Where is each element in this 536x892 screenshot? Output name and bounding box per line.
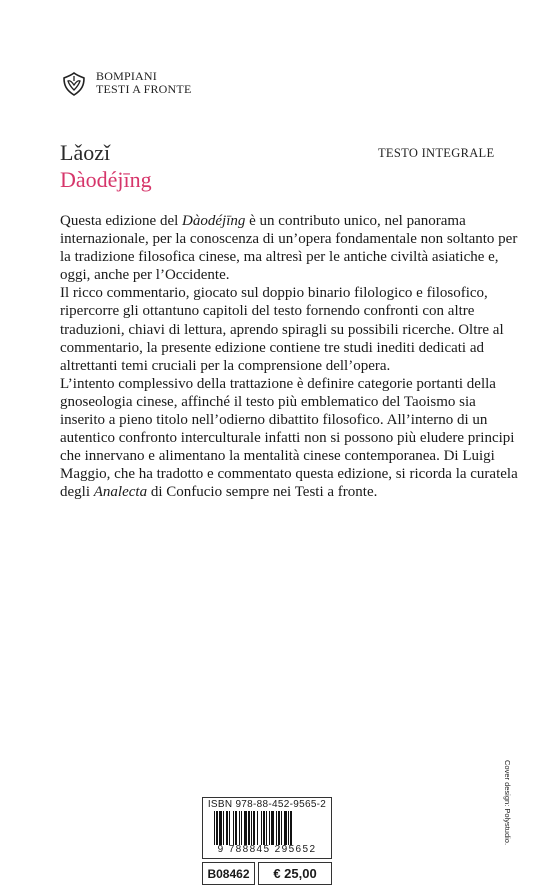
cover-design-credit: Cover design: Polystudio. bbox=[503, 760, 512, 846]
blurb-p3-text-b: di Confucio sempre nei Testi a fronte. bbox=[147, 484, 378, 501]
barcode-bar bbox=[257, 811, 258, 845]
price-label: € 25,00 bbox=[258, 862, 332, 885]
author-name: Lǎozǐ bbox=[60, 140, 111, 165]
barcode-bar bbox=[284, 811, 287, 845]
barcode-bar bbox=[261, 811, 262, 845]
blurb-p1-text-a: Questa edizione del bbox=[60, 213, 183, 229]
barcode-bar bbox=[266, 811, 267, 845]
isbn-label: ISBN 978-88-452-9565-2 bbox=[207, 799, 327, 810]
bompiani-logo bbox=[60, 70, 88, 103]
barcode-bar bbox=[216, 811, 218, 845]
blurb-p1-text-b: è un contributo unico, nel panorama internazionale, per la conoscenza di un’opera fondamentale non soltanto per la tradizione filosofica cinese, ma altresì per le antiche civiltà asiatiche e, oggi, anche per l’Occidente. bbox=[60, 213, 518, 284]
barcode-bar bbox=[290, 811, 292, 845]
barcode-bar bbox=[241, 811, 242, 845]
brand-line-1: BOMPIANI bbox=[96, 69, 157, 83]
barcode-bar bbox=[276, 811, 277, 845]
barcode-bar bbox=[253, 811, 255, 845]
barcode-bar bbox=[239, 811, 240, 845]
product-code: B08462 bbox=[202, 862, 255, 885]
blurb-p3-text-a: L’intento complessivo della trattazione è definire categorie portanti della gnoseologia cinese, affinché il testo più emblematico del Taoismo sia inserito a pieno titolo nell’odierno dibattito filosofico. All’interno di un autentico confronto interculturale infatti non si possono più eludere principi che innervano e alimentano la mentalità cinese contemporanea. Di Luigi Maggio, che ha tradotto e commentato questa edizione, si ricorda la curatela degli bbox=[60, 375, 518, 501]
barcode-bar bbox=[278, 811, 280, 845]
barcode-bar bbox=[219, 811, 222, 845]
barcode-bar bbox=[229, 811, 230, 845]
barcode-bar bbox=[233, 811, 234, 845]
barcode-bar bbox=[288, 811, 289, 845]
barcode-bars bbox=[211, 811, 323, 845]
barcode-bar bbox=[281, 811, 282, 845]
blurb-p3-title: Analecta bbox=[93, 484, 148, 501]
barcode-bar bbox=[269, 811, 270, 845]
barcode-box bbox=[202, 797, 332, 859]
barcode-bar bbox=[223, 811, 224, 845]
ean-digits: 9 788845 295652 bbox=[217, 844, 317, 855]
blurb-p1-title: Dàodéjīng bbox=[182, 213, 246, 229]
barcode-bar bbox=[226, 811, 228, 845]
blurb-paragraph-3 bbox=[60, 375, 520, 502]
bompiani-swan-icon bbox=[60, 70, 88, 98]
book-blurb bbox=[60, 212, 520, 502]
barcode-bar bbox=[263, 811, 265, 845]
barcode-bar bbox=[235, 811, 237, 845]
barcode-bar bbox=[251, 811, 252, 845]
barcode-bar bbox=[214, 811, 215, 845]
blurb-paragraph-1 bbox=[60, 212, 520, 284]
brand-line-2: TESTI A FRONTE bbox=[96, 82, 192, 96]
barcode-bar bbox=[271, 811, 274, 845]
publisher-brand bbox=[96, 70, 191, 96]
blurb-paragraph-2: Il ricco commentario, giocato sul doppio binario filologico e filosofico, ripercorre gli ottantuno capitoli del testo fornendo confronti con altre traduzioni, chiavi di lettura, aprendo spiragli su possibili ricerche. Oltre al commentario, la presente edizione contiene tre studi inediti dedicati ad altrettanti temi cruciali per la comprensione dell’opera. bbox=[60, 285, 504, 374]
barcode-bar bbox=[244, 811, 247, 845]
series-note: TESTO INTEGRALE bbox=[378, 146, 495, 160]
barcode-bar bbox=[248, 811, 250, 845]
book-title: Dàodéjīng bbox=[60, 167, 152, 192]
